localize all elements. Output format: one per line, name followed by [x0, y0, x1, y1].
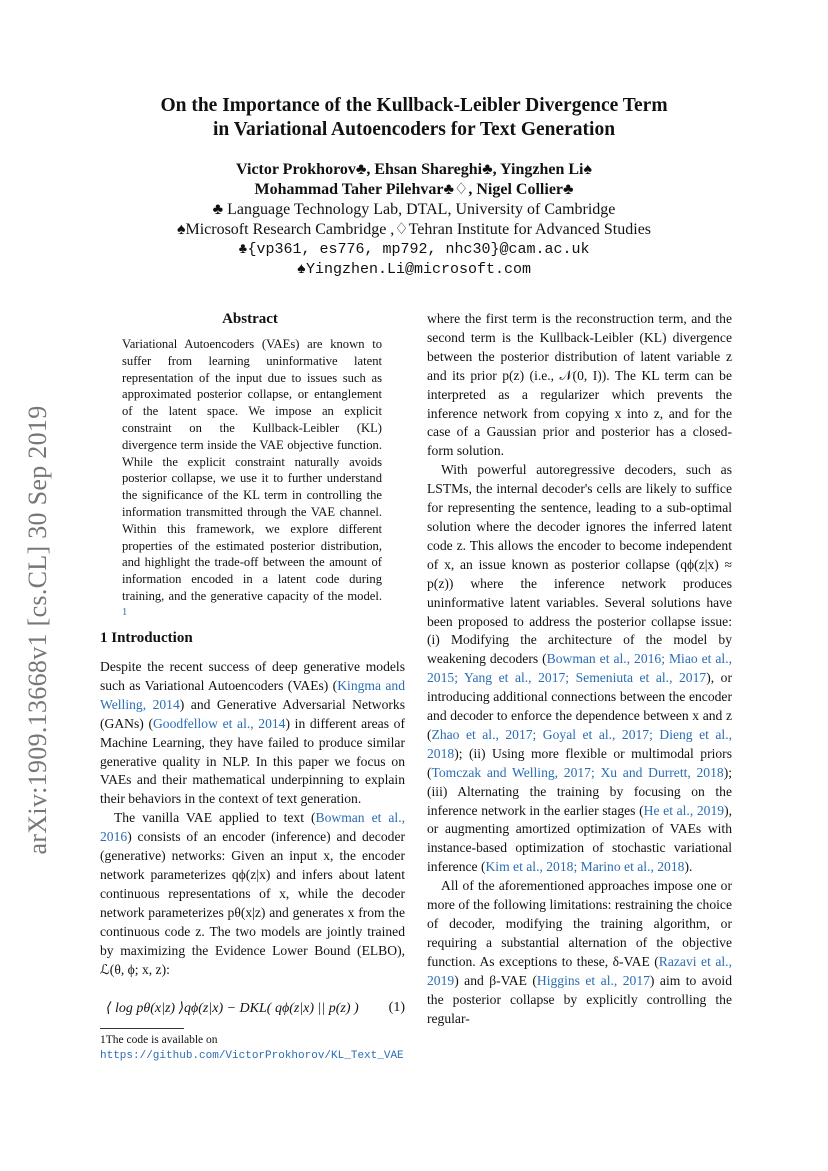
arxiv-stamp	[8, 360, 68, 900]
text: ) aim to avoid the posterior collapse by explicitly controlling the regular-	[427, 972, 732, 1026]
equation-body: ⟨ log pθ(x|z) ⟩qϕ(z|x) − DKL( qϕ(z|x) || p(z) )	[106, 1001, 359, 1016]
text: Despite the recent success of deep generative models such as Variational Autoencoders (VAEs) (	[100, 659, 405, 693]
text: All of the aforementioned approaches impose one or more of the following limitations: restraining the choice of decoder, modifying the training algorithm, or requiring a substantial alternation of the objective function. As exceptions to these, δ-VAE (	[427, 878, 732, 969]
citation-link[interactable]: He et al., 2019	[643, 802, 725, 818]
equation-1	[100, 1000, 405, 1017]
citation-link[interactable]: Kim et al., 2018; Marino et al., 2018	[485, 859, 685, 875]
footnote	[100, 1033, 405, 1064]
equation-number: (1)	[388, 1000, 405, 1015]
title-line: On the Importance of the Kullback-Leibler Divergence Term	[160, 95, 668, 116]
paragraph: where the first term is the reconstruction term, and the second term is the Kullback-Leibler (KL) divergence between the posterior distribution of latent variable z and its prior p(z) (i.e., 𝒩(0, I)). The KL term can be interpreted as a regularizer which prevents the inference network from copying x into z, and for the case of a Gaussian prior and posterior has a closed-form solution.	[427, 311, 732, 459]
intro-body	[100, 658, 405, 979]
authors-line: Victor Prokhorov♣, Ehsan Shareghi♣, Yingzhen Li♠	[236, 161, 592, 178]
text: ) consists of an encoder (inference) and decoder (generative) networks: Given an input x, the encoder network parameterizes qϕ(z|x) and infers about latent continuous representations of x, while the decoder network parameterizes pθ(x|z) and generates x from the continuous code z. The two models are jointly trained by maximizing the Evidence Lower Bound (ELBO), ℒ(θ, ϕ; x, z):	[100, 829, 405, 977]
citation-link[interactable]: Higgins et al., 2017	[536, 972, 650, 988]
citation-link[interactable]: Kingma and Welling, 2014	[100, 677, 405, 712]
citation-link[interactable]: Tomczak and Welling, 2017; Xu and Durrett, 2018	[431, 764, 724, 780]
email: ♣{vp361, es776, mp792, nhc30}@cam.ac.uk	[238, 241, 590, 258]
abstract-body	[122, 336, 382, 625]
abstract-text: Variational Autoencoders (VAEs) are known to suffer from learning uninformative latent representation of the input due to issues such as approximated posterior collapse, or entanglement of the latent space. We impose an explicit constraint on the Kullback-Leibler (KL) divergence term inside the VAE objective function. While the explicit constraint naturally avoids posterior collapse, we use it to further understand the significance of the KL term in controlling the information transmitted through the VAE channel. Within this framework, we explore different properties of the estimated posterior distribution, and highlight the trade-off between the amount of information encoded in a latent code during training, and the generative capacity of the model.	[122, 337, 382, 603]
arxiv-stamp-text: arXiv:1909.13668v1 [cs.CL] 30 Sep 2019	[23, 405, 52, 855]
text: ), or augmenting amortized optimization of VAEs with instance-based optimization of stochastic variational inference (	[427, 802, 732, 875]
abstract-heading: Abstract	[222, 311, 278, 327]
text: ) in different areas of Machine Learning, they have failed to produce similar generative quality in NLP. In this paper we focus on VAEs and their mathematical underpinning to explain their behaviors in the context of text generation.	[100, 715, 405, 807]
text: ) and Generative Adversarial Networks (GANs) (	[100, 696, 406, 731]
affiliation: ♠Microsoft Research Cambridge ,♢Tehran Institute for Advanced Studies	[176, 221, 652, 238]
text: ) and β-VAE (	[454, 972, 537, 988]
text: ), or introducing additional connections between the encoder and decoder to enforce the dependence between x and z (	[427, 670, 732, 742]
footnote-text: 1The code is available on	[100, 1034, 218, 1046]
right-column	[427, 310, 732, 1028]
code-link[interactable]: https://github.com/VictorProkhorov/KL_Text_VAE	[100, 1050, 404, 1062]
citation-link[interactable]: Zhao et al., 2017; Goyal et al., 2017; Dieng et al., 2018	[427, 726, 732, 761]
email: ♠Yingzhen.Li@microsoft.com	[296, 261, 532, 278]
text: ).	[684, 859, 693, 875]
citation-link[interactable]: Goodfellow et al., 2014	[152, 715, 286, 731]
text: ); (iii) Alternating the training by focusing on the inference network in the earlier stages (	[427, 764, 732, 818]
citation-link[interactable]: Razavi et al., 2019	[427, 953, 732, 988]
citation-link[interactable]: Bowman et al., 2016; Miao et al., 2015; Yang et al., 2017; Semeniuta et al., 2017	[427, 651, 732, 686]
footnote-rule	[100, 1028, 184, 1029]
citation-link[interactable]: Bowman et al., 2016	[100, 810, 405, 845]
paper-title	[100, 94, 728, 142]
text: The vanilla VAE applied to text (	[114, 810, 316, 826]
section-heading: 1 Introduction	[100, 630, 193, 646]
affiliation: ♣ Language Technology Lab, DTAL, University of Cambridge	[212, 201, 616, 218]
footnote-marker[interactable]: 1	[122, 606, 128, 618]
text: With powerful autoregressive decoders, such as LSTMs, the internal decoder's cells are likely to suffice for representing the sentence, leading to a sub-optimal solution where the decoder ignores the inferred latent code z. This allows the encoder to become independent of x, an issue known as posterior collapse (qϕ(z|x) ≈ p(z)) where the inference network produces uninformative latent variables. Several solutions have been proposed to address the posterior collapse issue: (i) Modifying the architecture of the model by weakening decoders (	[427, 462, 732, 667]
authors-line: Mohammad Taher Pilehvar♣♢, Nigel Collier♣	[254, 181, 574, 198]
text: ); (ii) Using more flexible or multimodal priors (	[427, 745, 732, 780]
title-line: in Variational Autoencoders for Text Generation	[212, 119, 616, 140]
